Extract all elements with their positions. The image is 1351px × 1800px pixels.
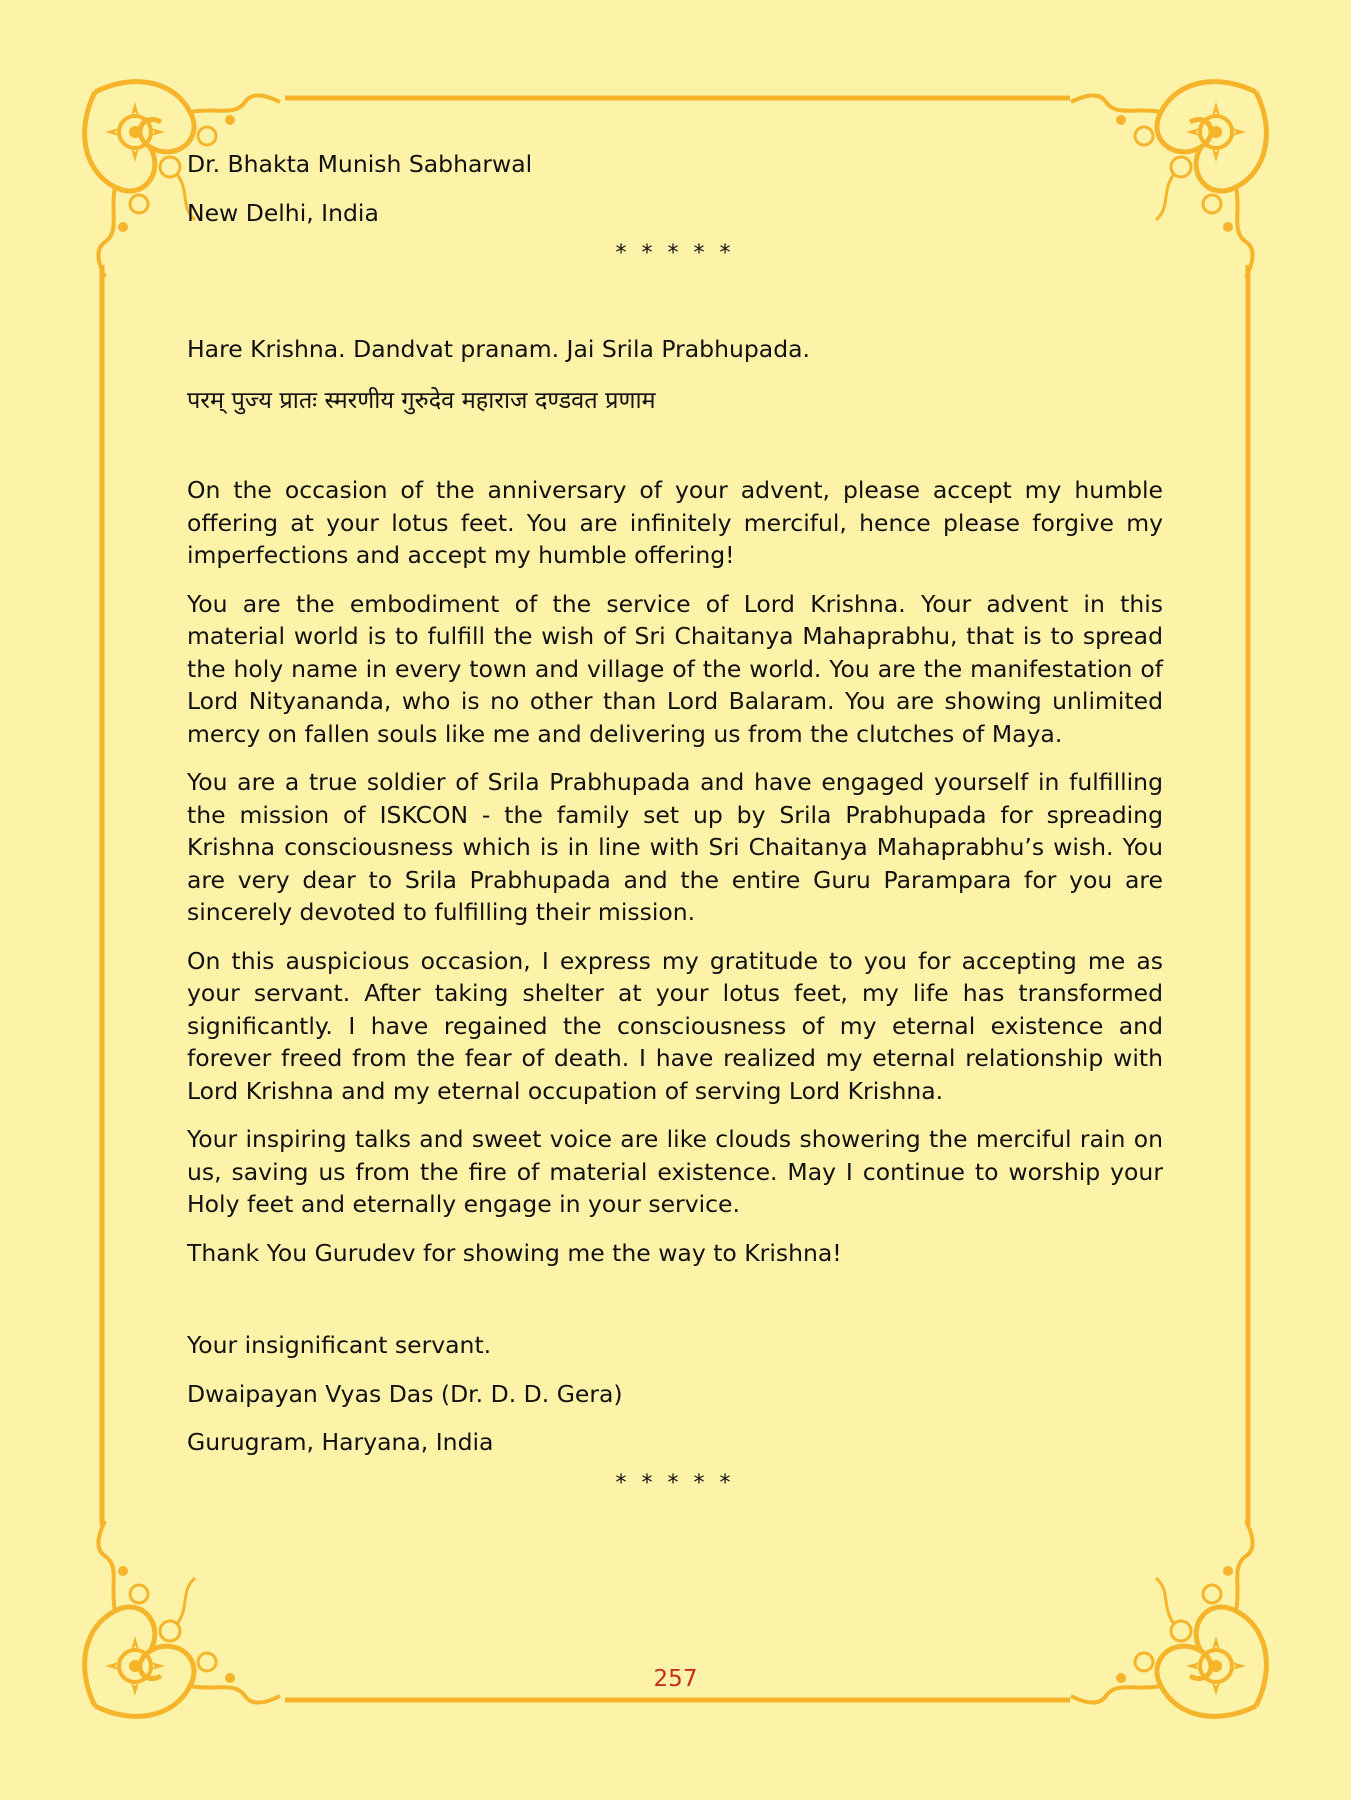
body-paragraph: You are a true soldier of Srila Prabhupada and have engaged yourself in fulfilling the mission of ISKCON - the family set up by Srila Prabhupada for spreading Krishna consciousness which is in line with Sri Chaitanya Mahaprabhu’s wish. You are very dear to Srila Prabhupada and the entire Guru Parampara for you are sincerely devoted to fulfilling their mission.: [187, 768, 1163, 926]
body-paragraph: Thank You Gurudev for showing me the way to Krishna!: [187, 1238, 842, 1267]
sender-location: New Delhi, India: [187, 198, 379, 227]
letter-content: [187, 148, 1163, 1495]
page-number: 257: [653, 1666, 698, 1692]
body-paragraph: You are the embodiment of the service of Lord Krishna. Your advent in this material world is to fulfill the wish of Sri Chaitanya Mahaprabhu, that is to spread the holy name in every town and village of the world. You are the manifestation of Lord Nityananda, who is no other than Lord Balaram. You are showing unlimited mercy on fallen souls like me and delivering us from the clutches of Maya.: [187, 589, 1163, 748]
body-paragraph: Your inspiring talks and sweet voice are like clouds showering the merciful rain on us, saving us from the fire of material existence. May I continue to worship your Holy feet and eternally engage in your service.: [187, 1125, 1163, 1218]
separator-top: * * * * *: [615, 241, 735, 266]
signature-closing: Your insignificant servant.: [187, 1331, 492, 1359]
signature-name: Dwaipayan Vyas Das (Dr. D. D. Gera): [187, 1379, 623, 1408]
separator-bottom: * * * * *: [615, 1470, 735, 1496]
sender-name: Dr. Bhakta Munish Sabharwal: [187, 150, 533, 178]
body-paragraph: On the occasion of the anniversary of your advent, please accept my humble offering at your lotus feet. You are infinitely merciful, hence please forgive my imperfections and accept my humble offering!: [187, 476, 1163, 569]
salutation-english: Hare Krishna. Dandvat pranam. Jai Srila Prabhupada.: [187, 335, 810, 363]
signature-location: Gurugram, Haryana, India: [187, 1428, 494, 1456]
body-paragraph: On this auspicious occasion, I express my gratitude to you for accepting me as your servant. After taking shelter at your lotus feet, my life has transformed significantly. I have regained the consciousness of my eternal existence and forever freed from the fear of death. I have realized my eternal relationship with Lord Krishna and my eternal occupation of serving Lord Krishna.: [187, 946, 1163, 1105]
salutation-hindi: परम् पुज्य प्रातः स्मरणीय गुरुदेव महाराज दण्डवत प्रणाम: [187, 385, 656, 414]
letter-body: [187, 474, 1163, 1269]
